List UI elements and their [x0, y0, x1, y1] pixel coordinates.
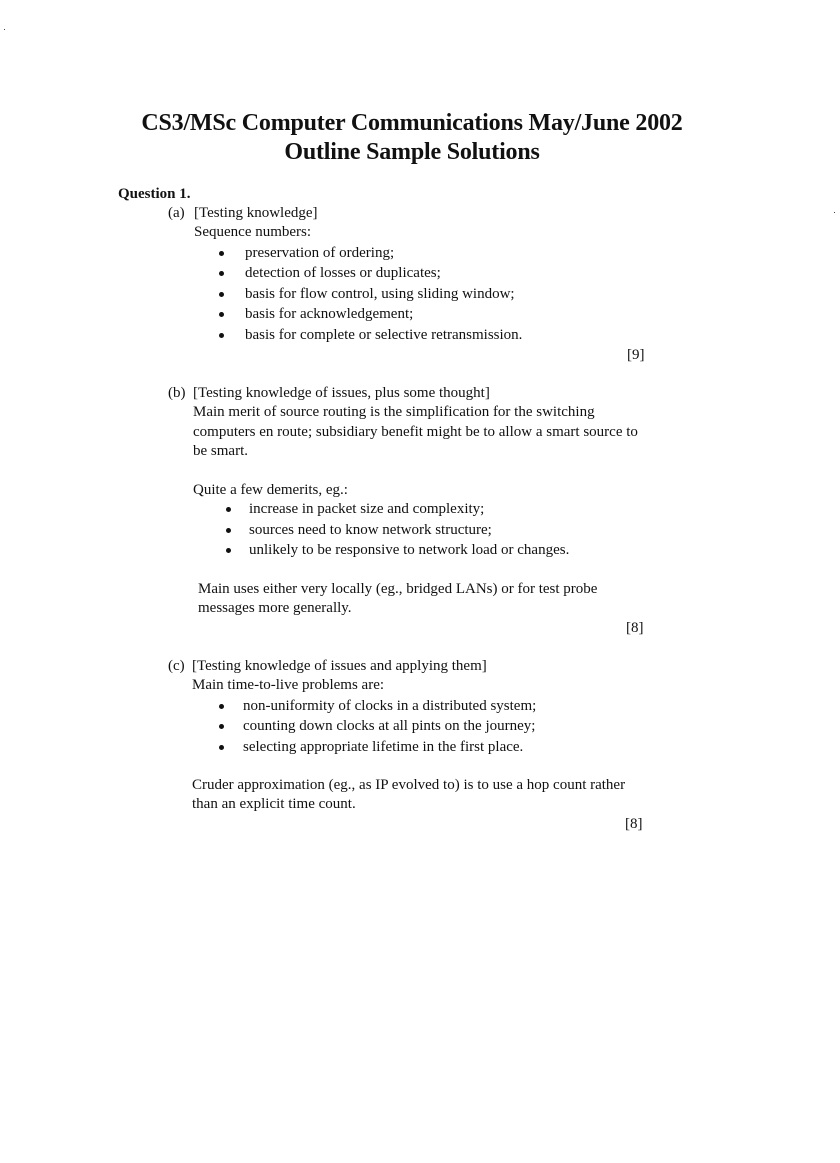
part-label: (b) [168, 385, 186, 401]
part-label: (c) [168, 658, 185, 674]
bullet-icon [226, 528, 231, 533]
bullet-icon [219, 704, 224, 709]
list-item: basis for acknowledgement; [245, 306, 414, 322]
part-heading: [Testing knowledge] [194, 205, 318, 221]
closing-line: than an explicit time count. [192, 796, 356, 812]
bullet-icon [226, 548, 231, 553]
scan-artifact [4, 29, 5, 30]
page-title: CS3/MSc Computer Communications May/June 2002 [141, 110, 683, 136]
list-item: basis for flow control, using sliding window; [245, 286, 515, 302]
closing-line: messages more generally. [198, 600, 352, 616]
bullet-icon [219, 745, 224, 750]
bullet-icon [226, 507, 231, 512]
bullet-icon [219, 312, 224, 317]
paragraph-line: Main merit of source routing is the simplification for the switching [193, 404, 595, 420]
bullet-icon [219, 333, 224, 338]
part-heading: [Testing knowledge of issues and applying them] [192, 658, 487, 674]
part-intro: Quite a few demerits, eg.: [193, 482, 348, 498]
closing-line: Cruder approximation (eg., as IP evolved to) is to use a hop count rather [192, 777, 626, 793]
list-item: basis for complete or selective retransmission. [245, 327, 523, 343]
question-heading: Question 1. [118, 186, 191, 202]
list-item: selecting appropriate lifetime in the first place. [243, 739, 524, 755]
part-heading: [Testing knowledge of issues, plus some thought] [193, 385, 490, 401]
scan-artifact [834, 212, 835, 213]
list-item: increase in packet size and complexity; [249, 501, 485, 517]
list-item: detection of losses or duplicates; [245, 265, 441, 281]
list-item: non-uniformity of clocks in a distributed system; [243, 698, 537, 714]
list-item: counting down clocks at all pints on the journey; [243, 718, 536, 734]
bullet-icon [219, 251, 224, 256]
bullet-icon [219, 292, 224, 297]
paragraph-line: computers en route; subsidiary benefit might be to allow a smart source to [193, 424, 638, 440]
part-intro: Main time-to-live problems are: [192, 677, 385, 693]
part-label: (a) [168, 205, 185, 221]
part-intro: Sequence numbers: [194, 224, 312, 240]
page-subtitle: Outline Sample Solutions [284, 139, 540, 165]
marks-label: [8] [626, 620, 644, 636]
paragraph-line: be smart. [193, 443, 248, 459]
list-item: sources need to know network structure; [249, 522, 492, 538]
marks-label: [8] [625, 816, 643, 832]
list-item: preservation of ordering; [245, 245, 395, 261]
marks-label: [9] [627, 347, 645, 363]
bullet-icon [219, 724, 224, 729]
list-item: unlikely to be responsive to network load or changes. [249, 542, 570, 558]
bullet-icon [219, 271, 224, 276]
closing-line: Main uses either very locally (eg., bridged LANs) or for test probe [198, 581, 598, 597]
